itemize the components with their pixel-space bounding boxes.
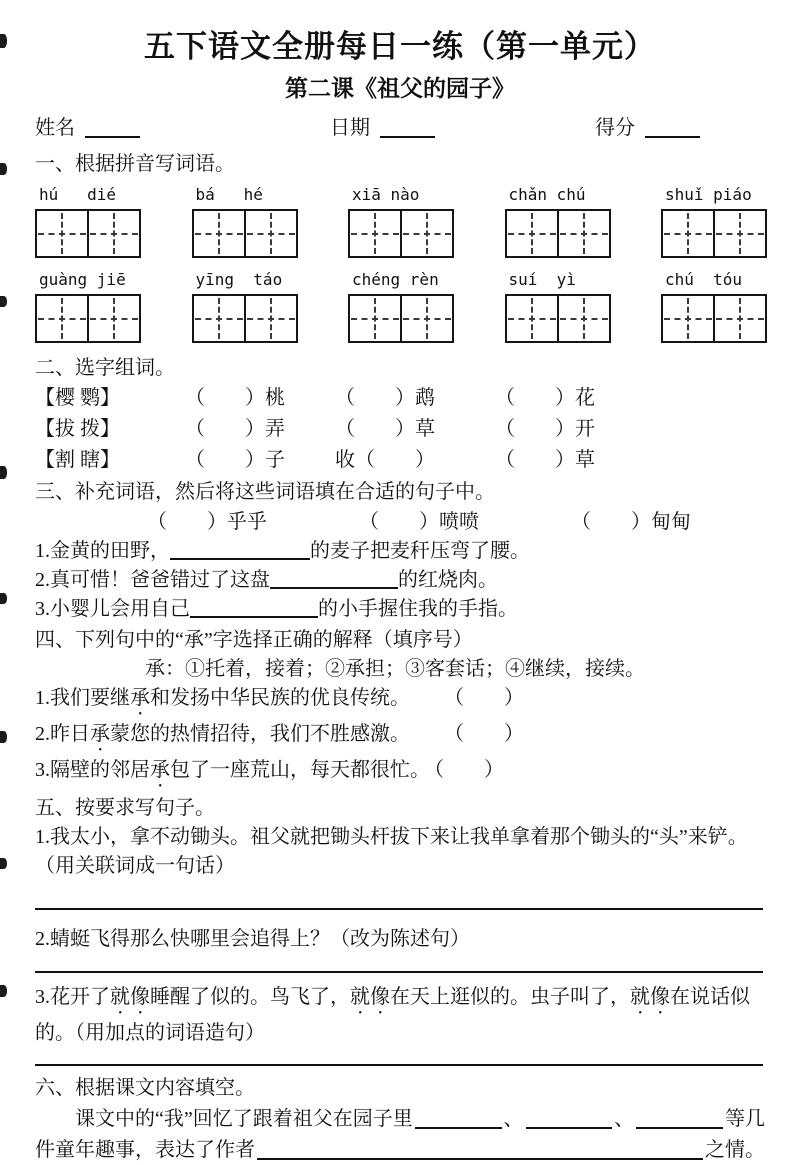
- choose-word-row: [35, 414, 765, 445]
- sentence-text: 包了一座荒山，每天都很忙。: [170, 759, 430, 781]
- grid-cell: [87, 296, 139, 341]
- writing-grid: [192, 209, 298, 258]
- fill-paragraph-line-2: [35, 1136, 765, 1165]
- separator: 、: [503, 1108, 524, 1130]
- word-blank: （ ）鹉: [335, 387, 435, 409]
- word-blank: （ ）乎乎: [147, 511, 267, 533]
- pinyin-label: chǎn chú: [508, 185, 586, 204]
- section-5-heading: 五、按要求写句子。: [35, 797, 215, 819]
- emphasized-character: 承: [90, 723, 110, 745]
- word-blank: （ ）草: [495, 449, 595, 471]
- pinyin-word: [192, 269, 298, 343]
- pinyin-label: suí yì: [508, 270, 576, 289]
- word-completion-row: [35, 507, 765, 537]
- answer-blank-line: [415, 1127, 502, 1129]
- writing-grid: [661, 294, 767, 343]
- grid-cell: [663, 211, 713, 256]
- pinyin-label: bá hé: [195, 185, 263, 204]
- word-blank: （ ）喷喷: [359, 511, 479, 533]
- date-blank-line: [380, 136, 435, 138]
- grid-cell: [87, 211, 139, 256]
- sentence-text: 2.昨日: [35, 723, 90, 745]
- sentence-text: 在说话似的。: [35, 986, 750, 1044]
- grid-cell: [350, 211, 400, 256]
- pinyin-label: chéng rèn: [352, 270, 439, 289]
- scan-artifact: [0, 858, 7, 869]
- grid-cell: [557, 296, 609, 341]
- choice-sentence: [35, 684, 765, 720]
- grid-cell: [37, 211, 87, 256]
- fill-sentence: [35, 537, 765, 566]
- page-subtitle: 第二课《祖父的园子》: [285, 76, 515, 101]
- pinyin-word: [35, 269, 141, 343]
- writing-grid: [192, 294, 298, 343]
- date-label: 日期: [330, 117, 370, 139]
- pinyin-word: [505, 184, 611, 258]
- name-label: 姓名: [35, 117, 75, 139]
- grid-cell: [507, 296, 557, 341]
- writing-grid: [348, 294, 454, 343]
- answer-blank-line: [257, 1158, 703, 1160]
- sentence-text: 蒙您的热情招待，我们不胜感激。: [110, 723, 410, 745]
- pinyin-word: [348, 269, 454, 343]
- score-field: [595, 114, 700, 142]
- pinyin-word: [505, 269, 611, 343]
- word-blank: （ ）草: [335, 418, 435, 440]
- paragraph-text: 等几: [725, 1108, 766, 1130]
- answer-parentheses: （ ）: [454, 687, 524, 709]
- answer-blank-line: [270, 587, 398, 589]
- paragraph-text: 之情。: [705, 1139, 765, 1161]
- choice-sentence: [35, 720, 765, 756]
- instruction-note: （用关联词成一句话）: [35, 855, 235, 877]
- pinyin-label: hú dié: [39, 185, 117, 204]
- date-field: [330, 114, 595, 142]
- section-3-heading: 三、补充词语，然后将这些词语填在合适的句子中。: [35, 481, 495, 503]
- pinyin-word: [192, 184, 298, 258]
- choose-word-row: [35, 445, 765, 476]
- pinyin-label: guàng jiē: [39, 270, 126, 289]
- sentence-text: 1.我们要继: [35, 687, 130, 709]
- section-1-heading: 一、根据拼音写词语。: [35, 153, 235, 175]
- pinyin-label: chú tóu: [665, 270, 743, 289]
- grid-cell: [713, 296, 765, 341]
- pinyin-row-1: [35, 184, 767, 258]
- answer-parentheses: （ ）: [434, 759, 504, 781]
- section-4-heading: 四、下列句中的“承”字选择正确的解释（填序号）: [35, 629, 473, 651]
- word-blank: （ ）弄: [185, 418, 285, 440]
- answer-line: [35, 971, 763, 973]
- grid-cell: [244, 211, 296, 256]
- scan-artifact: [0, 466, 7, 479]
- word-blank: （ ）花: [495, 387, 595, 409]
- name-blank-line: [85, 136, 140, 138]
- fill-paragraph-line-1: [35, 1105, 765, 1134]
- pinyin-word: [35, 184, 141, 258]
- scan-artifact: [0, 34, 7, 48]
- sentence-text: 的红烧肉。: [398, 569, 498, 591]
- score-label: 得分: [595, 117, 635, 139]
- grid-cell: [37, 296, 87, 341]
- grid-cell: [400, 296, 452, 341]
- sentence-text: 3.小婴儿会用自己: [35, 598, 190, 620]
- answer-blank-line: [526, 1127, 613, 1129]
- name-field: [35, 114, 330, 142]
- grid-cell: [244, 296, 296, 341]
- writing-grid: [505, 294, 611, 343]
- sentence-text: 和发扬中华民族的优良传统。: [150, 687, 410, 709]
- word-blank: （ ）桃: [185, 387, 285, 409]
- answer-line: [35, 1064, 763, 1066]
- paragraph-text: 件童年趣事，表达了作者: [35, 1139, 255, 1161]
- word-blank: （ ）甸甸: [571, 511, 691, 533]
- sentence-text: 在天上逛似的。虫子叫了，: [390, 986, 630, 1008]
- grid-cell: [194, 211, 244, 256]
- word-blank: （ ）开: [495, 418, 595, 440]
- rewrite-sentence-3: [35, 983, 765, 1048]
- character-choices: 【樱 鹦】: [35, 387, 120, 409]
- sentence-text: 1.金黄的田野，: [35, 540, 170, 562]
- grid-cell: [557, 211, 609, 256]
- emphasized-character: 承: [130, 687, 150, 709]
- answer-blank-line: [190, 616, 318, 618]
- instruction-note: （用加点的词语造句）: [75, 1022, 265, 1044]
- writing-grid: [348, 209, 454, 258]
- writing-grid: [661, 209, 767, 258]
- pinyin-row-2: [35, 269, 767, 343]
- answer-line: [35, 908, 763, 910]
- pinyin-label: shuǐ piáo: [665, 185, 752, 204]
- rewrite-sentence-2: 2.蜻蜓飞得那么快哪里会追得上？（改为陈述句）: [35, 928, 470, 950]
- answer-blank-line: [170, 558, 310, 560]
- sentence-text: 的麦子把麦秆压弯了腰。: [310, 540, 530, 562]
- choice-sentence: [35, 756, 765, 792]
- writing-grid: [35, 209, 141, 258]
- section-6-heading: 六、根据课文内容填空。: [35, 1077, 255, 1099]
- grid-cell: [507, 211, 557, 256]
- grid-cell: [400, 211, 452, 256]
- sentence-text: 3.花开了: [35, 986, 110, 1008]
- definition-list: 承：①托着，接着；②承担；③客套话；④继续，接续。: [145, 658, 645, 680]
- scan-artifact: [0, 985, 7, 997]
- character-choices: 【割 瞎】: [35, 449, 120, 471]
- sentence-text: 睡醒了似的。鸟飞了，: [150, 986, 350, 1008]
- paragraph-text: 课文中的“我”回忆了跟着祖父在园子里: [75, 1108, 413, 1130]
- word-blank: （ ）子: [185, 449, 285, 471]
- character-choices: 【拔 拨】: [35, 418, 120, 440]
- emphasized-word: 就像: [350, 986, 390, 1008]
- emphasized-character: 承: [150, 759, 170, 781]
- scan-artifact: [0, 163, 7, 175]
- sentence-text: 的小手握住我的手指。: [318, 598, 518, 620]
- sentence-text: 2.真可惜！爸爸错过了这盘: [35, 569, 270, 591]
- emphasized-word: 就像: [110, 986, 150, 1008]
- sentence-text: 3.隔壁的邻居: [35, 759, 150, 781]
- pinyin-word: [348, 184, 454, 258]
- header-fields: [35, 114, 765, 142]
- answer-blank-line: [636, 1127, 723, 1129]
- fill-sentence: [35, 595, 765, 624]
- writing-grid: [35, 294, 141, 343]
- grid-cell: [194, 296, 244, 341]
- pinyin-word: [661, 184, 767, 258]
- score-blank-line: [645, 136, 700, 138]
- rewrite-sentence-1: 1.我太小，拿不动锄头。祖父就把锄头杆拔下来让我单拿着那个锄头的“头”来铲。: [35, 826, 748, 848]
- grid-cell: [663, 296, 713, 341]
- scan-artifact: [0, 593, 7, 604]
- answer-parentheses: （ ）: [454, 723, 524, 745]
- scan-artifact: [0, 731, 7, 743]
- grid-cell: [350, 296, 400, 341]
- fill-sentence: [35, 566, 765, 595]
- pinyin-word: [661, 269, 767, 343]
- word-blank: 收（ ）: [335, 449, 435, 471]
- grid-cell: [713, 211, 765, 256]
- scan-artifact: [0, 296, 7, 307]
- writing-grid: [505, 209, 611, 258]
- pinyin-label: xiā nào: [352, 185, 420, 204]
- choose-word-row: [35, 383, 765, 414]
- emphasized-word: 就像: [630, 986, 670, 1008]
- page-title: 五下语文全册每日一练（第一单元）: [144, 29, 656, 64]
- section-2-heading: 二、选字组词。: [35, 357, 175, 379]
- separator: 、: [614, 1108, 635, 1130]
- pinyin-label: yīng táo: [195, 270, 283, 289]
